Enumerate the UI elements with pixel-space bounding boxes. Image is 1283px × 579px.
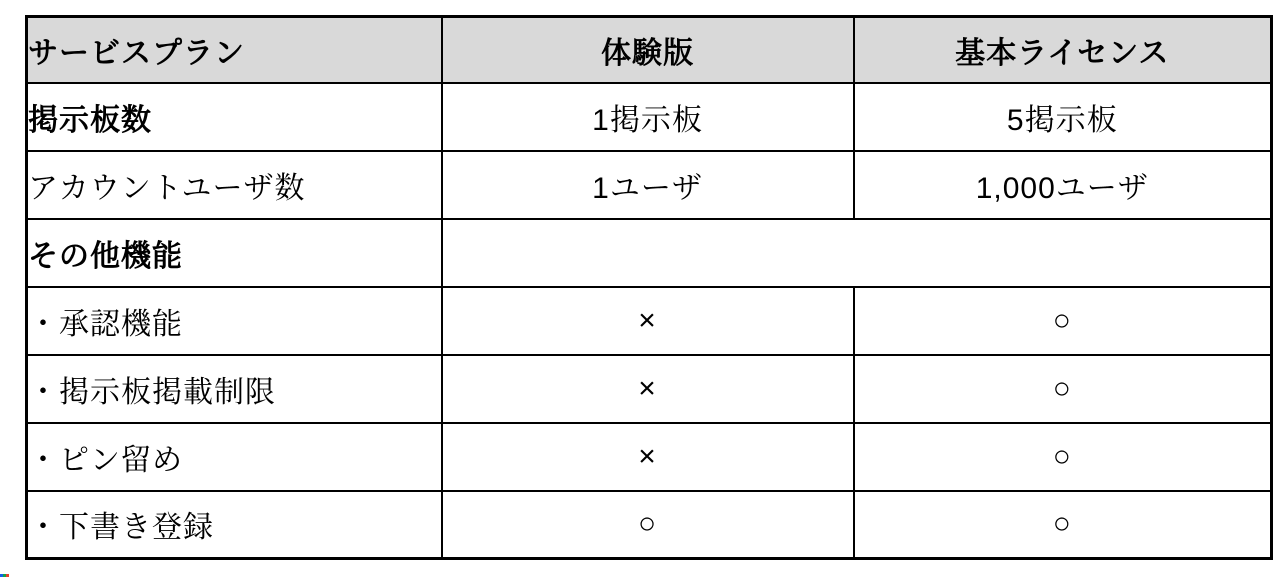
header-trial: 体験版 bbox=[442, 17, 854, 83]
row-other-features bbox=[27, 219, 1272, 287]
screen-pixel-artifact bbox=[0, 574, 9, 577]
trial-mark: × bbox=[442, 355, 854, 423]
row-label: ・ピン留め bbox=[27, 423, 442, 491]
basic-mark: ○ bbox=[854, 423, 1272, 491]
header-service-plan: サービスプラン bbox=[27, 17, 442, 83]
trial-value: 1掲示板 bbox=[442, 83, 854, 151]
trial-value: 1ユーザ bbox=[442, 151, 854, 219]
plan-comparison-table bbox=[25, 15, 1273, 560]
plan-comparison-container bbox=[25, 15, 1273, 560]
row-account-users bbox=[27, 151, 1272, 219]
basic-mark: ○ bbox=[854, 491, 1272, 559]
merged-empty-cell bbox=[442, 219, 1272, 287]
row-label: その他機能 bbox=[27, 219, 442, 287]
basic-value: 5掲示板 bbox=[854, 83, 1272, 151]
basic-mark: ○ bbox=[854, 287, 1272, 355]
row-label: ・下書き登録 bbox=[27, 491, 442, 559]
row-label: アカウントユーザ数 bbox=[27, 151, 442, 219]
trial-mark: ○ bbox=[442, 491, 854, 559]
row-label: ・承認機能 bbox=[27, 287, 442, 355]
row-label: ・掲示板掲載制限 bbox=[27, 355, 442, 423]
row-board-count bbox=[27, 83, 1272, 151]
basic-mark: ○ bbox=[854, 355, 1272, 423]
trial-mark: × bbox=[442, 423, 854, 491]
row-label: 掲示板数 bbox=[27, 83, 442, 151]
table-header-row bbox=[27, 17, 1272, 83]
header-basic-license: 基本ライセンス bbox=[854, 17, 1272, 83]
row-approval-feature bbox=[27, 287, 1272, 355]
trial-mark: × bbox=[442, 287, 854, 355]
row-draft-save bbox=[27, 491, 1272, 559]
row-pin bbox=[27, 423, 1272, 491]
basic-value: 1,000ユーザ bbox=[854, 151, 1272, 219]
row-posting-limit bbox=[27, 355, 1272, 423]
